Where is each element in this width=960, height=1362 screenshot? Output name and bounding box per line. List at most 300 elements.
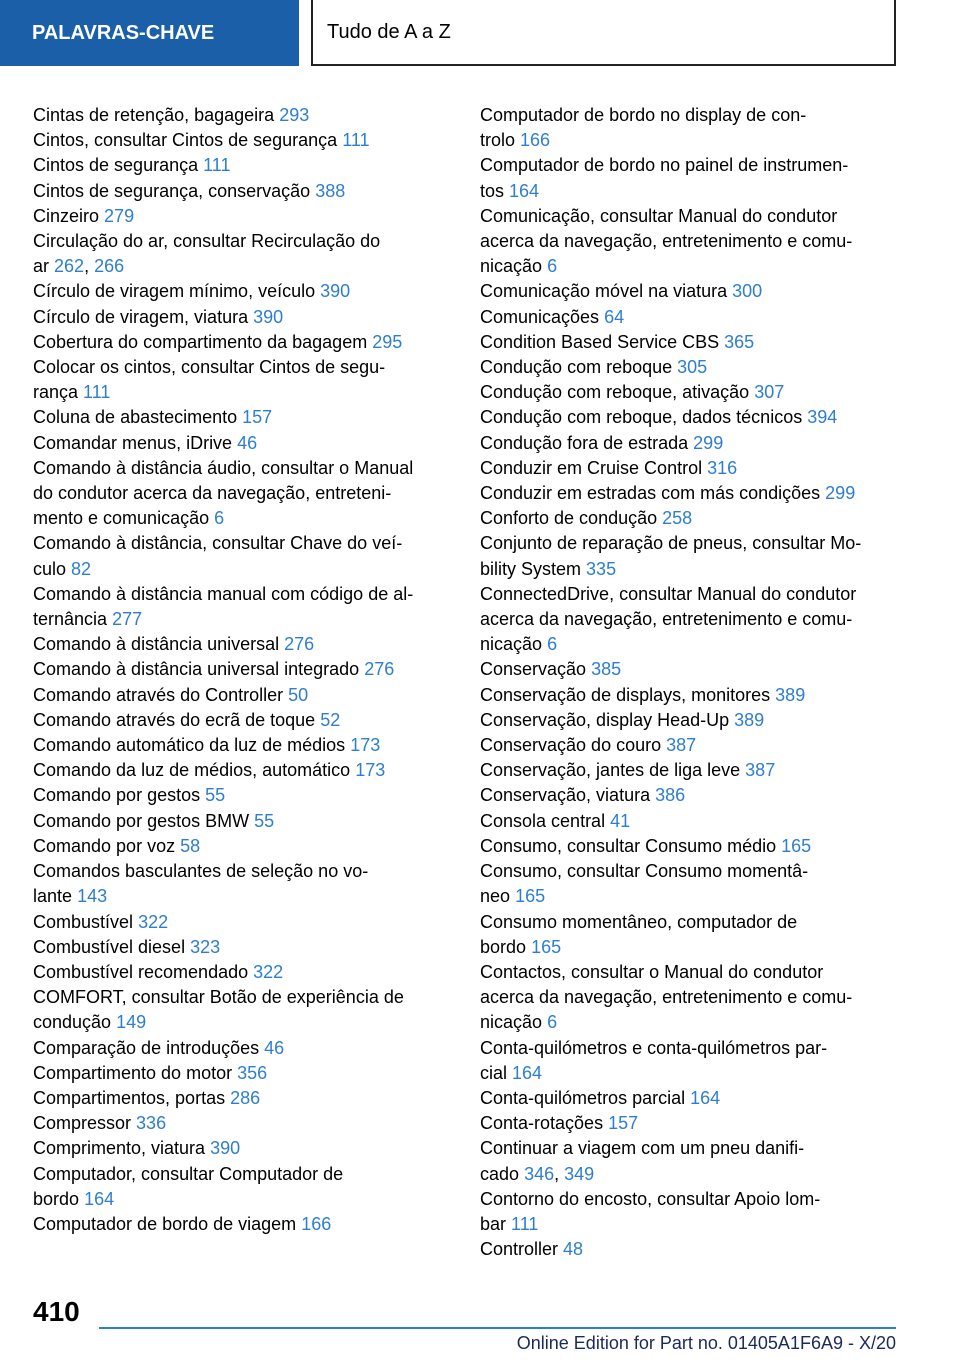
page-reference-link[interactable]: 365	[724, 331, 755, 352]
index-entry-text: acerca da navegação, entretenimento e comu-	[480, 609, 853, 630]
index-entry-text	[480, 1111, 898, 1136]
index-entry	[33, 355, 451, 405]
index-entry-text: Comando à distância, consultar Chave do veí-	[33, 533, 403, 554]
page-reference-link[interactable]: 385	[591, 659, 622, 680]
index-entry-text	[480, 1061, 898, 1086]
index-entry-term: Cinzeiro	[33, 205, 100, 226]
index-entry	[480, 733, 898, 758]
index-entry	[33, 834, 451, 859]
index-entry-term: condução	[33, 1012, 112, 1033]
index-entry-text: COMFORT, consultar Botão de experiência de	[33, 987, 404, 1008]
index-entry-term: nicação	[480, 1012, 543, 1033]
page-reference-link[interactable]: 349	[564, 1163, 595, 1184]
index-entry	[480, 279, 898, 304]
page-reference-link[interactable]: 346	[524, 1163, 555, 1184]
index-entry	[480, 783, 898, 808]
index-entry	[33, 405, 451, 430]
index-entry-term: Conservação, display Head-Up	[480, 709, 730, 730]
index-entry-term: neo	[480, 886, 511, 907]
page-reference-link[interactable]: 6	[547, 1012, 558, 1033]
index-entry	[33, 1061, 451, 1086]
index-entry	[480, 153, 898, 203]
index-entry	[480, 1237, 898, 1262]
index-entry-term: Consumo, consultar Consumo médio	[480, 835, 777, 856]
index-entry	[480, 506, 898, 531]
index-entry	[33, 708, 451, 733]
index-entry-text	[480, 657, 898, 682]
index-entry-term: Conservação, viatura	[480, 785, 651, 806]
index-entry-text	[480, 683, 898, 708]
index-entry-term: Condução fora de estrada	[480, 432, 689, 453]
index-entry-text	[33, 380, 451, 405]
index-entry-text: acerca da navegação, entretenimento e comu-	[480, 987, 853, 1008]
index-entry-term: Coluna de abastecimento	[33, 407, 238, 428]
page-reference-link[interactable]: 389	[734, 709, 765, 730]
index-entry-text	[480, 305, 898, 330]
index-entry-text	[33, 1212, 451, 1237]
index-entry	[480, 405, 898, 430]
index-entry-term: Cintas de retenção, bagageira	[33, 105, 275, 125]
index-entry-text	[33, 809, 451, 834]
index-entry	[480, 708, 898, 733]
index-entry-text	[33, 1061, 451, 1086]
index-entry-text: do condutor acerca da navegação, entreteni-	[33, 483, 392, 504]
index-entry-term: Conta-rotações	[480, 1113, 604, 1134]
index-entry-text	[33, 884, 451, 909]
index-entry-term: Cintos de segurança, conservação	[33, 180, 311, 201]
index-entry-term: rança	[33, 382, 79, 403]
page-reference-link[interactable]: 258	[662, 508, 693, 529]
index-entry	[480, 1111, 898, 1136]
index-entry-text: Consumo momentâneo, computador de	[480, 911, 798, 932]
index-entry-text: Comando à distância áudio, consultar o Manual	[33, 457, 414, 478]
index-entry-term: Controller	[480, 1239, 559, 1260]
index-entry-text	[33, 607, 451, 632]
page-reference-link[interactable]: 279	[104, 205, 135, 226]
index-entry-term: Comando por gestos	[33, 785, 201, 806]
index-entry-text	[480, 708, 898, 733]
index-entry	[33, 1212, 451, 1237]
index-entry	[33, 531, 451, 581]
page-reference-link[interactable]: 305	[677, 357, 708, 378]
index-entry	[480, 582, 898, 658]
index-entry	[33, 1036, 451, 1061]
index-entry-text	[480, 380, 898, 405]
index-entry	[33, 1136, 451, 1161]
index-entry-text	[33, 1187, 451, 1212]
index-entry	[480, 1036, 898, 1086]
index-entry-term: Conservação de displays, monitores	[480, 684, 771, 705]
index-entry	[33, 910, 451, 935]
page-reference-link[interactable]: 164	[512, 1062, 543, 1083]
index-entry	[33, 859, 451, 909]
page-number: 410	[33, 1296, 80, 1327]
index-entry	[33, 632, 451, 657]
index-entry-text: acerca da navegação, entretenimento e comu-	[480, 231, 853, 252]
index-entry-term: Combustível	[33, 911, 134, 932]
index-entry	[480, 481, 898, 506]
index-entry-term: Conservação do couro	[480, 735, 662, 756]
index-entry-term: Comando por gestos BMW	[33, 810, 250, 831]
page-reference-link[interactable]: 157	[608, 1113, 639, 1134]
index-entry	[33, 128, 451, 153]
index-entry	[33, 657, 451, 682]
index-entry-term: bar	[480, 1213, 507, 1234]
index-entry-term: Comando à distância universal integrado	[33, 659, 360, 680]
index-entry-term: Compartimentos, portas	[33, 1087, 226, 1108]
page-reference-link[interactable]: 173	[350, 735, 381, 756]
index-entry-text	[33, 708, 451, 733]
page-reference-link[interactable]: 165	[531, 936, 562, 957]
index-entry-text: Consumo, consultar Consumo momentâ-	[480, 861, 809, 882]
page-reference-link[interactable]: 166	[301, 1213, 332, 1234]
page-reference-link[interactable]: 386	[655, 785, 686, 806]
index-entry-text	[480, 834, 898, 859]
page-reference-link[interactable]: 322	[253, 961, 284, 982]
index-entry-term: Cintos de segurança	[33, 155, 199, 176]
page-reference-link[interactable]: 6	[547, 634, 558, 655]
index-entry-term: Condução com reboque	[480, 357, 673, 378]
page-reference-link[interactable]: 165	[515, 886, 546, 907]
index-entry	[33, 1162, 451, 1212]
index-entry-text	[33, 128, 451, 153]
index-entry-text	[33, 103, 451, 128]
index-entry-text: Circulação do ar, consultar Recirculação do	[33, 231, 381, 252]
page-reference-link[interactable]: 111	[511, 1213, 539, 1234]
index-entry	[33, 960, 451, 985]
index-entry-text	[33, 179, 451, 204]
index-entry-text	[33, 405, 451, 430]
page-reference-link[interactable]: 276	[364, 659, 395, 680]
index-entry	[33, 330, 451, 355]
index-entry-text	[33, 834, 451, 859]
index-entry	[33, 431, 451, 456]
index-entry-text	[33, 1136, 451, 1161]
index-entry	[33, 809, 451, 834]
page-reference-link[interactable]: 276	[284, 634, 315, 655]
page-reference-link[interactable]: 266	[94, 256, 125, 277]
page-reference-link[interactable]: 387	[666, 735, 697, 756]
index-entry-text	[480, 733, 898, 758]
index-entry-text	[33, 204, 451, 229]
index-entry-text	[480, 506, 898, 531]
index-entry-text	[33, 1111, 451, 1136]
page-reference-link[interactable]: 164	[690, 1087, 721, 1108]
page-reference-link[interactable]: 394	[807, 407, 838, 428]
index-entry-text: Comando à distância manual com código de al-	[33, 583, 414, 604]
index-entry-term: Conta-quilómetros parcial	[480, 1087, 686, 1108]
index-entry	[480, 859, 898, 909]
index-entry	[33, 582, 451, 632]
index-entry-term: cado	[480, 1163, 520, 1184]
index-entry-term: bility System	[480, 558, 582, 579]
index-entry-text	[480, 935, 898, 960]
section-tab	[0, 0, 299, 66]
index-entry-term: Combustível recomendado	[33, 961, 249, 982]
index-entry-term: ar	[33, 256, 50, 277]
page-reference-link[interactable]: 389	[775, 684, 806, 705]
page-reference-link[interactable]: 157	[242, 407, 273, 428]
page-reference-link[interactable]: 390	[253, 306, 284, 327]
page-ref-separator: ,	[554, 1163, 560, 1184]
page-reference-link[interactable]: 299	[825, 483, 856, 504]
index-entry-term: Comunicação móvel na viatura	[480, 281, 728, 302]
index-entry	[33, 758, 451, 783]
page-reference-link[interactable]: 316	[707, 457, 738, 478]
index-entry-term: Conservação, jantes de liga leve	[480, 760, 741, 781]
index-entry-term: Conduzir em estradas com más condições	[480, 483, 821, 504]
index-entry-text	[480, 254, 898, 279]
index-entry-text: Computador de bordo no display de con-	[480, 105, 807, 125]
index-entry-text	[33, 1036, 451, 1061]
index-entry-text: Computador de bordo no painel de instrumen-	[480, 155, 849, 176]
index-entry	[480, 809, 898, 834]
index-entry-text	[480, 557, 898, 582]
page-reference-link[interactable]: 307	[754, 382, 785, 403]
index-entry-text	[33, 657, 451, 682]
index-entry	[480, 330, 898, 355]
index-entry-text	[33, 431, 451, 456]
page-reference-link[interactable]: 390	[210, 1138, 241, 1159]
index-entry-text: Conjunto de reparação de pneus, consultar Mo-	[480, 533, 862, 554]
page-reference-link[interactable]: 286	[230, 1087, 261, 1108]
index-entry	[33, 229, 451, 279]
page-reference-link[interactable]: 356	[237, 1062, 268, 1083]
index-entry-term: Cobertura do compartimento da bagagem	[33, 331, 368, 352]
index-entry-text	[480, 355, 898, 380]
index-entry-term: Condução com reboque, dados técnicos	[480, 407, 803, 428]
page-reference-link[interactable]: 323	[190, 936, 221, 957]
index-entry-text	[480, 279, 898, 304]
index-entry-text: ConnectedDrive, consultar Manual do condutor	[480, 583, 857, 604]
page-reference-link[interactable]: 164	[84, 1188, 115, 1209]
index-entry	[480, 305, 898, 330]
index-entry-term: bordo	[33, 1188, 80, 1209]
index-entry	[33, 1111, 451, 1136]
index-entry	[33, 204, 451, 229]
index-entry-term: bordo	[480, 936, 527, 957]
index-entry-term: mento e comunicação	[33, 508, 210, 529]
index-entry-text	[33, 960, 451, 985]
page-reference-link[interactable]: 6	[547, 256, 558, 277]
page-reference-link[interactable]: 82	[71, 558, 92, 579]
page-reference-link[interactable]: 293	[279, 105, 310, 125]
index-entry	[33, 103, 451, 128]
index-entry-text	[480, 632, 898, 657]
index-entry-text	[480, 758, 898, 783]
chapter-title-box	[311, 0, 896, 66]
index-entry-text	[33, 330, 451, 355]
index-entry-term: Condition Based Service CBS	[480, 331, 720, 352]
index-entry-term: Conduzir em Cruise Control	[480, 457, 703, 478]
index-entry-term: trolo	[480, 130, 516, 151]
index-entry-text	[480, 330, 898, 355]
index-entry-term: Círculo de viragem, viatura	[33, 306, 249, 327]
index-entry-term: Comando através do Controller	[33, 684, 284, 705]
index-entry-term: lante	[33, 886, 73, 907]
index-entry-text	[480, 809, 898, 834]
page-reference-link[interactable]: 335	[586, 558, 617, 579]
index-entry	[480, 910, 898, 960]
page-reference-link[interactable]: 50	[288, 684, 309, 705]
index-entry-term: Círculo de viragem mínimo, veículo	[33, 281, 316, 302]
page-reference-link[interactable]: 111	[342, 130, 370, 151]
index-entry	[33, 935, 451, 960]
index-entry-term: Condução com reboque, ativação	[480, 382, 750, 403]
index-entry-text: Colocar os cintos, consultar Cintos de segu-	[33, 357, 386, 378]
index-entry-text: Contactos, consultar o Manual do condutor	[480, 961, 824, 982]
page-reference-link[interactable]: 166	[520, 130, 551, 151]
index-entry	[480, 380, 898, 405]
index-entry-text	[480, 179, 898, 204]
index-entry-text	[33, 910, 451, 935]
page-reference-link[interactable]: 388	[315, 180, 346, 201]
index-entry-text	[33, 783, 451, 808]
index-entry	[480, 431, 898, 456]
page-reference-link[interactable]: 64	[604, 306, 625, 327]
footer-rule	[99, 1327, 896, 1329]
index-entry-text	[33, 632, 451, 657]
page-reference-link[interactable]: 300	[732, 281, 763, 302]
index-entry	[480, 834, 898, 859]
index-entry-term: Consola central	[480, 810, 606, 831]
page-reference-link[interactable]: 164	[509, 180, 540, 201]
index-entry-term: Compartimento do motor	[33, 1062, 233, 1083]
index-entry-text	[33, 506, 451, 531]
index-entry-term: Comparação de introduções	[33, 1037, 260, 1058]
index-entry-text	[480, 1237, 898, 1262]
page-reference-link[interactable]: 336	[136, 1113, 167, 1134]
index-entry	[33, 1086, 451, 1111]
index-entry-text	[33, 557, 451, 582]
index-entry	[33, 179, 451, 204]
index-entry-text	[33, 683, 451, 708]
index-entry-term: Cintos, consultar Cintos de segurança	[33, 130, 338, 151]
index-entry-text: Comunicação, consultar Manual do condutor	[480, 205, 838, 226]
index-entry-term: ternância	[33, 609, 108, 630]
index-entry-term: cial	[480, 1062, 508, 1083]
index-entry	[33, 783, 451, 808]
index-entry-term: nicação	[480, 634, 543, 655]
index-entry	[480, 1136, 898, 1186]
index-entry	[33, 305, 451, 330]
index-entry-text	[480, 1162, 898, 1187]
index-entry-term: Comandar menus, iDrive	[33, 432, 233, 453]
index-entry	[480, 683, 898, 708]
index-entry-text	[33, 153, 451, 178]
index-entry-text	[480, 405, 898, 430]
index-entry-term: Comunicações	[480, 306, 600, 327]
index-entry-text	[480, 431, 898, 456]
page-reference-link[interactable]: 387	[745, 760, 776, 781]
index-entry-term: Comando através do ecrã de toque	[33, 709, 316, 730]
index-entry-term: culo	[33, 558, 67, 579]
page-reference-link[interactable]: 262	[54, 256, 85, 277]
page-reference-link[interactable]: 41	[610, 810, 631, 831]
index-entry-term: Computador de bordo de viagem	[33, 1213, 297, 1234]
index-entry-text	[480, 481, 898, 506]
page-reference-link[interactable]: 173	[355, 760, 386, 781]
page-reference-link[interactable]: 322	[138, 911, 169, 932]
index-entry-text	[480, 1212, 898, 1237]
index-entry-term: Combustível diesel	[33, 936, 186, 957]
index-entry	[33, 279, 451, 304]
index-column-left	[33, 103, 451, 1237]
page-reference-link[interactable]: 6	[214, 508, 225, 529]
index-entry	[480, 103, 898, 153]
index-entry	[33, 733, 451, 758]
index-entry-text	[480, 1010, 898, 1035]
page-reference-link[interactable]: 55	[254, 810, 275, 831]
page-reference-link[interactable]: 277	[112, 609, 143, 630]
index-entry	[480, 456, 898, 481]
page-reference-link[interactable]: 52	[320, 709, 341, 730]
index-entry-text: Computador, consultar Computador de	[33, 1163, 344, 1184]
page-reference-link[interactable]: 390	[320, 281, 351, 302]
index-entry	[480, 960, 898, 1036]
index-entry-term: Comando à distância universal	[33, 634, 280, 655]
index-entry-term: Comando da luz de médios, automático	[33, 760, 351, 781]
index-entry-text	[33, 758, 451, 783]
index-entry	[33, 985, 451, 1035]
section-label: PALAVRAS-CHAVE	[32, 21, 215, 44]
index-entry-term: tos	[480, 180, 505, 201]
page-reference-link[interactable]: 46	[237, 432, 258, 453]
index-entry-text	[33, 305, 451, 330]
index-entry-text	[33, 733, 451, 758]
index-entry-term: Conforto de condução	[480, 508, 658, 529]
index-entry-term: Conservação	[480, 659, 587, 680]
index-entry	[33, 683, 451, 708]
index-entry-text	[33, 1086, 451, 1111]
page-reference-link[interactable]: 165	[781, 835, 812, 856]
page-reference-link[interactable]: 143	[77, 886, 108, 907]
page-reference-link[interactable]: 111	[203, 155, 231, 176]
index-entry	[33, 153, 451, 178]
page-reference-link[interactable]: 55	[205, 785, 226, 806]
page-reference-link[interactable]: 299	[693, 432, 724, 453]
index-entry	[480, 1187, 898, 1237]
index-entry-text	[33, 1010, 451, 1035]
page-ref-separator: ,	[84, 256, 90, 277]
page-reference-link[interactable]: 46	[264, 1037, 285, 1058]
index-entry-term: Compressor	[33, 1113, 132, 1134]
page-reference-link[interactable]: 58	[180, 835, 201, 856]
index-entry-text	[480, 1086, 898, 1111]
page-reference-link[interactable]: 111	[83, 382, 111, 403]
index-entry-term: Comando automático da luz de médios	[33, 735, 346, 756]
index-entry	[480, 531, 898, 581]
footer-edition: Online Edition for Part no. 01405A1F6A9 - X/20	[516, 1333, 896, 1353]
page-reference-link[interactable]: 149	[116, 1012, 147, 1033]
index-entry	[480, 204, 898, 280]
index-entry-text: Contorno do encosto, consultar Apoio lom-	[480, 1188, 821, 1209]
index-entry-text: Conta-quilómetros e conta-quilómetros par-	[480, 1037, 828, 1058]
index-entry-text	[480, 456, 898, 481]
index-entry	[480, 657, 898, 682]
page-reference-link[interactable]: 48	[563, 1239, 584, 1260]
index-entry	[33, 456, 451, 532]
index-entry-text: Comandos basculantes de seleção no vo-	[33, 861, 369, 882]
index-entry-text	[480, 783, 898, 808]
page-reference-link[interactable]: 295	[372, 331, 403, 352]
chapter-title: Tudo de A a Z	[327, 20, 451, 43]
index-entry-text	[480, 128, 898, 153]
index-entry-text: Continuar a viagem com um pneu danifi-	[480, 1138, 805, 1159]
index-entry-text	[480, 884, 898, 909]
index-entry	[480, 1086, 898, 1111]
index-column-right	[480, 103, 898, 1262]
